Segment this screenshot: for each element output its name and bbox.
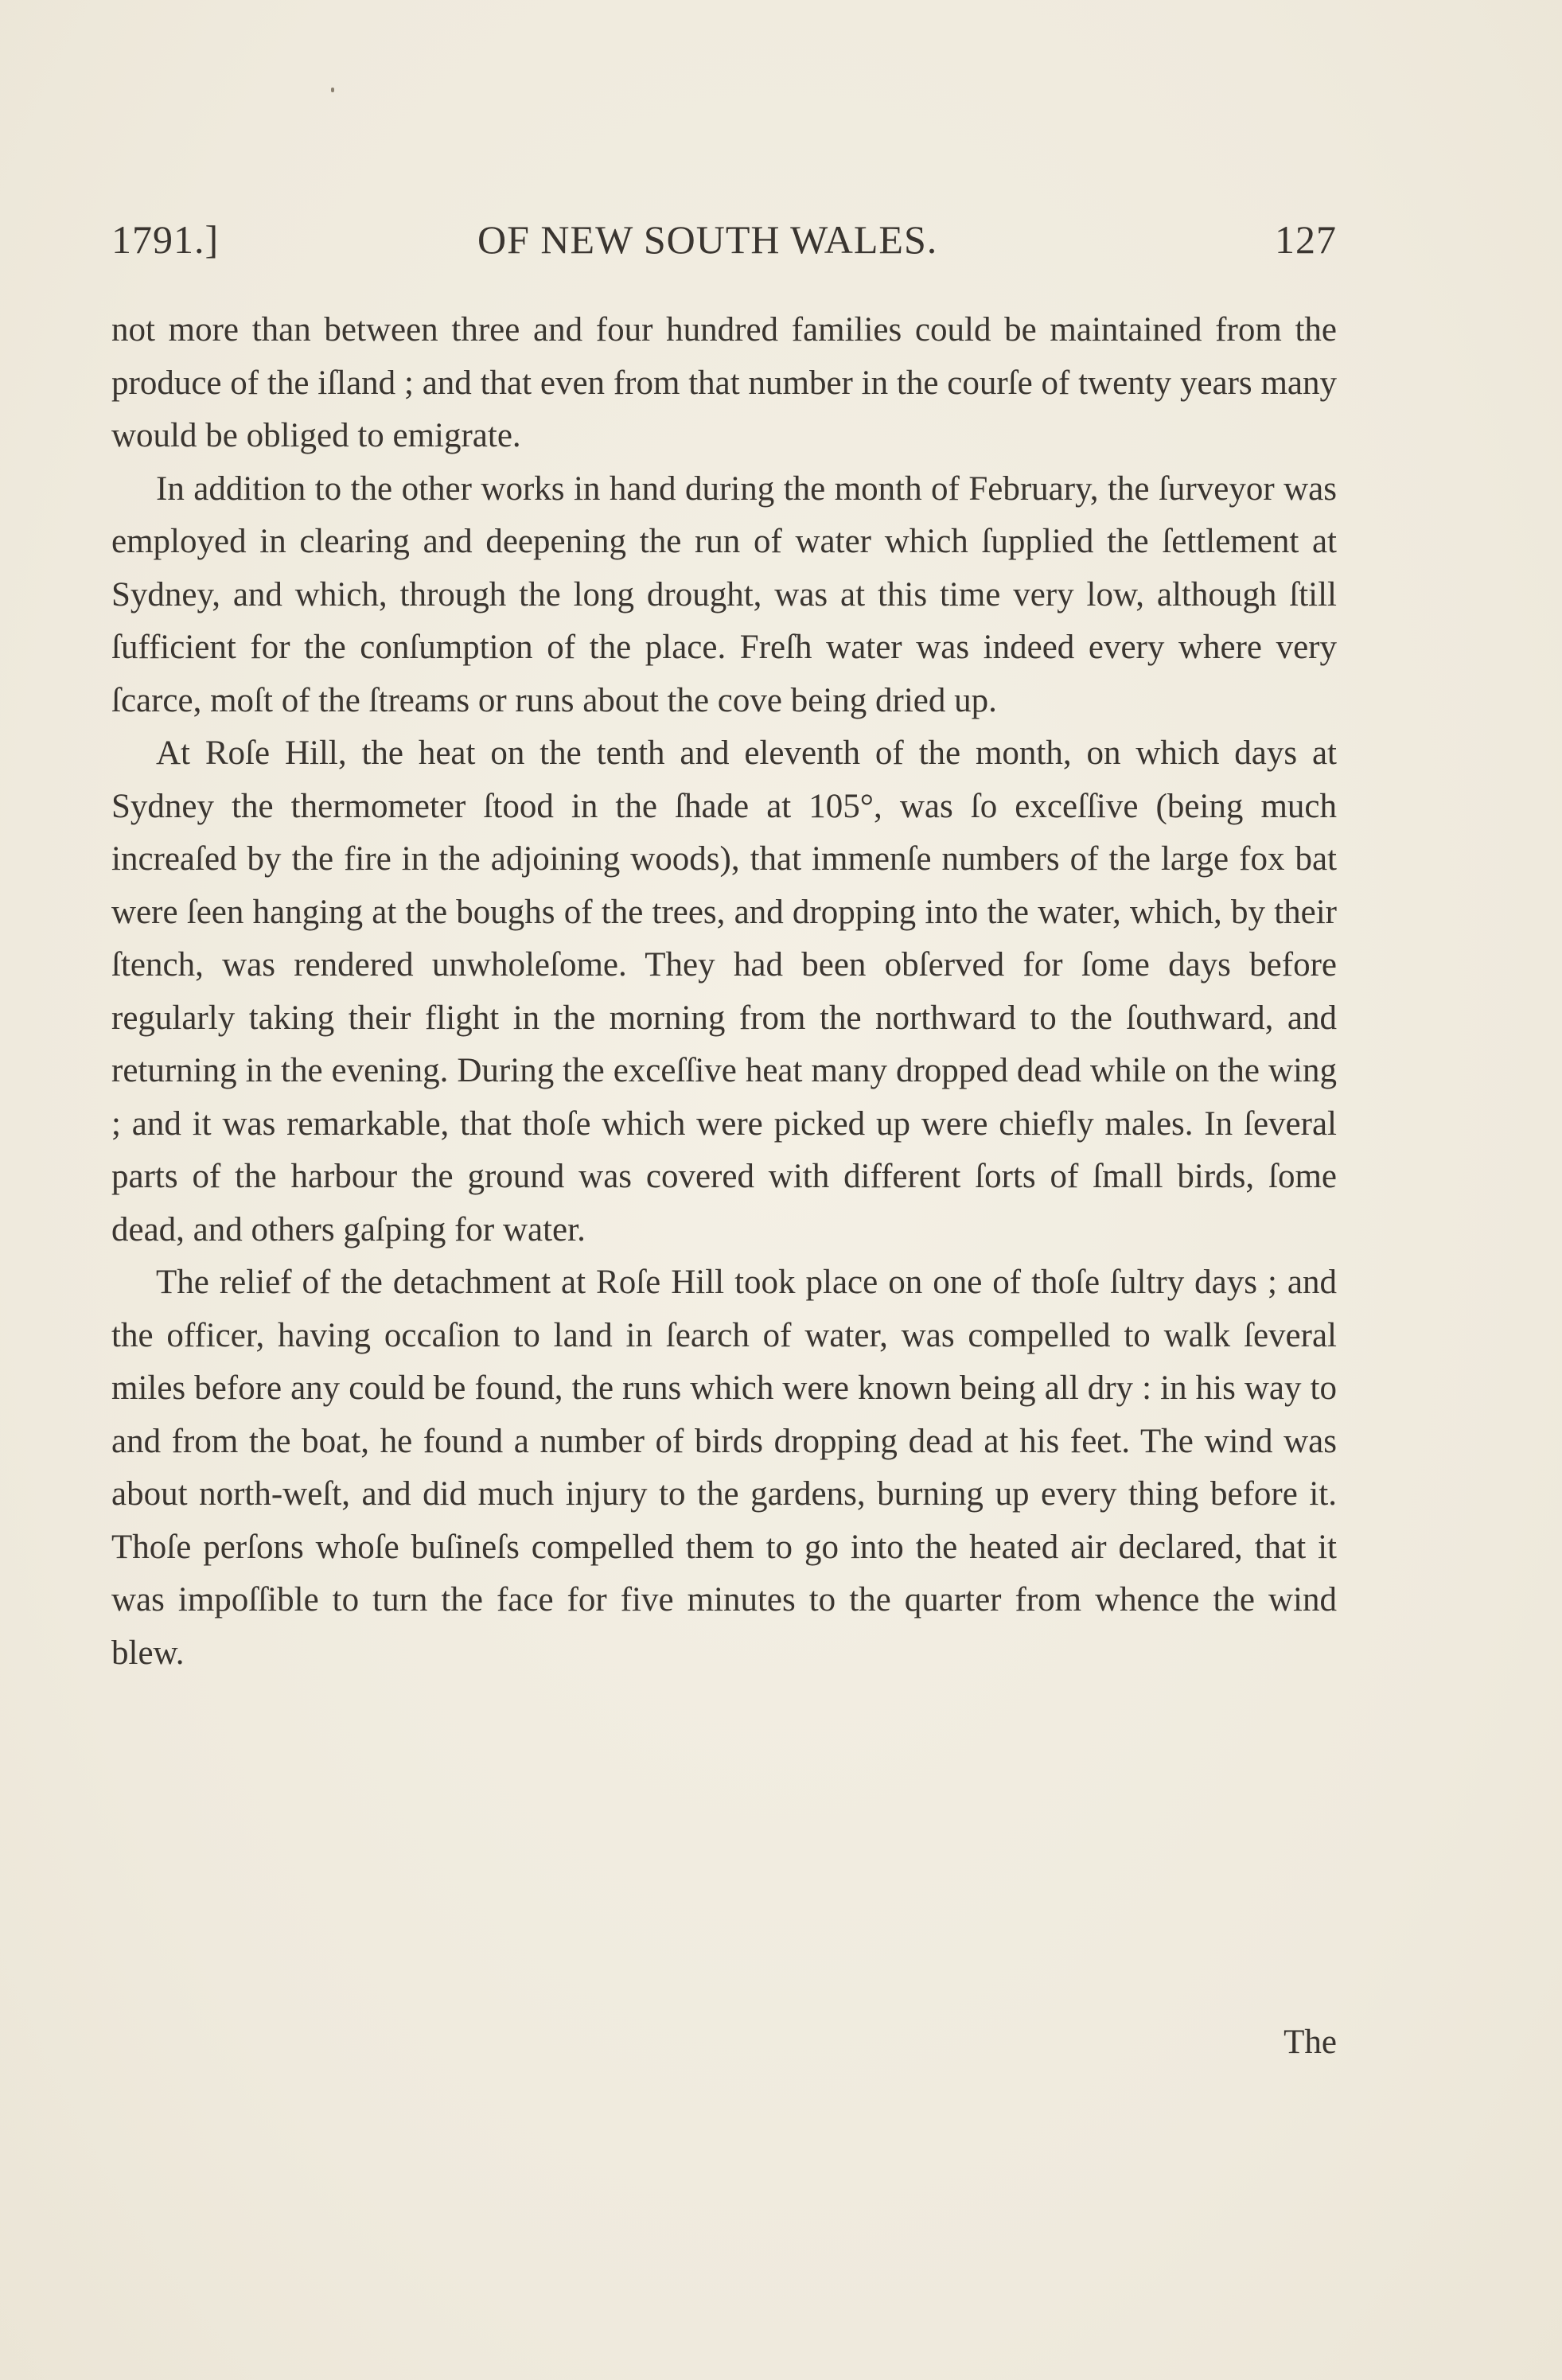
- catchword: The: [1283, 2024, 1337, 2061]
- running-head: [111, 216, 1337, 272]
- running-head-title: OF NEW SOUTH WALES.: [477, 217, 938, 262]
- ink-speck: [331, 88, 334, 92]
- body-text: [111, 304, 1337, 1680]
- paragraph-continued: not more than between three and four hundred families could be maintained from the produce of the iſland ; and that even from that number in the courſe of twenty years many would be obliged to emigrate.: [111, 311, 1337, 454]
- paragraph-surveyor: In addition to the other works in hand during the month of February, the ſurveyor was employed in clearing and deepening the run of water which ſupplied the ſettlement at Sydney, and which, through the long drought, was at this time very low, although ſtill ſufficient for the conſumption of the place. Freſh water was indeed every where very ſcarce, moſt of the ſtreams or runs about the cove being dried up.: [111, 469, 1337, 719]
- page-number: 127: [1275, 217, 1337, 262]
- running-head-year: 1791.]: [111, 217, 220, 262]
- paragraph-relief: The relief of the detachment at Roſe Hill took place on one of thoſe ſultry days ; and the officer, having occaſion to land in ſearch of water, was compelled to walk ſeveral miles before any could be found, the runs which were known being all dry : in his way to and from the boat, he found a number of birds dropping dead at his feet. The wind was about north-weſt, and did much injury to the gardens, burning up every thing before it. Thoſe perſons whoſe buſineſs compelled them to go into the heated air declared, that it was impoſſible to turn the face for five minutes to the quarter from whence the wind blew.: [111, 1264, 1337, 1672]
- paragraph-heat: At Roſe Hill, the heat on the tenth and eleventh of the month, on which days at Sydney the thermometer ſtood in the ſhade at 105°, was ſo exceſſive (being much increaſed by the fire in the adjoining woods), that immenſe numbers of the large fox bat were ſeen hanging at the boughs of the trees, and dropping into the water, which, by their ſtench, was rendered unwholeſome. They had been obſerved for ſome days before regularly taking their flight in the morning from the northward to the ſouthward, and returning in the evening. During the exceſſive heat many dropped dead while on the wing ; and it was remarkable, that thoſe which were picked up were chiefly males. In ſeveral parts of the harbour the ground was covered with different ſorts of ſmall birds, ſome dead, and others gaſping for water.: [111, 734, 1337, 1248]
